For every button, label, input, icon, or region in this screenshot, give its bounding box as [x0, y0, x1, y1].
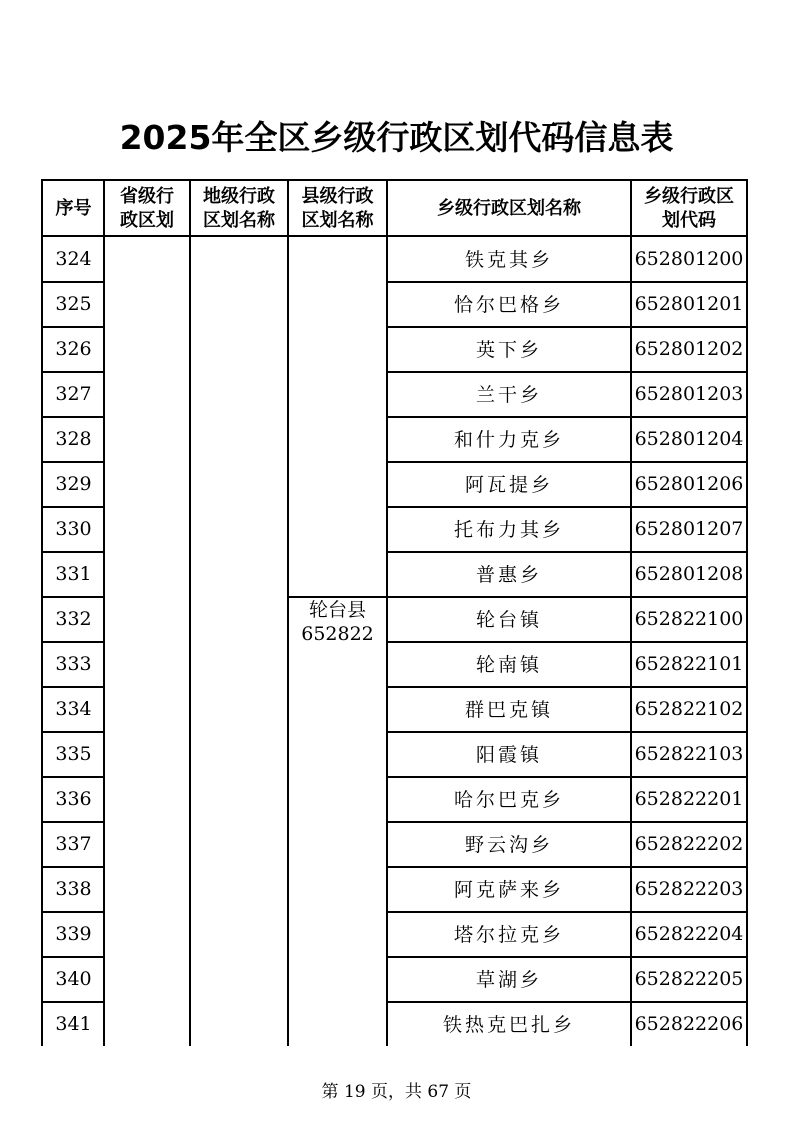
row-seq: 336 — [55, 787, 92, 810]
row-township-name: 轮南镇 — [475, 654, 542, 676]
table-left-border — [41, 179, 43, 1046]
header-code — [631, 181, 747, 236]
row-divider — [387, 731, 747, 733]
row-divider — [43, 371, 104, 373]
row-divider — [43, 326, 104, 328]
row-seq: 325 — [55, 292, 92, 315]
county-name: 轮台县 — [308, 599, 366, 621]
row-divider — [43, 1001, 104, 1003]
header-prefecture-line2: 区划名称 — [203, 209, 275, 231]
header-prefecture — [190, 181, 288, 236]
row-township-code: 652801203 — [634, 382, 744, 405]
header-county-line2: 区划名称 — [301, 209, 374, 231]
row-divider — [387, 551, 747, 553]
row-seq: 326 — [55, 337, 92, 360]
row-township-code: 652801208 — [634, 562, 744, 585]
row-divider — [387, 326, 747, 328]
row-divider — [43, 461, 104, 463]
row-seq: 329 — [55, 472, 92, 495]
row-divider — [387, 371, 747, 373]
header-county-line1: 县级行政 — [301, 185, 374, 207]
header-divider — [41, 235, 748, 237]
header-county — [288, 181, 387, 236]
row-township-name: 塔尔拉克乡 — [453, 924, 564, 946]
row-divider — [387, 1001, 747, 1003]
row-divider — [43, 281, 104, 283]
row-divider — [387, 596, 747, 598]
column-divider — [630, 179, 632, 1046]
row-divider — [387, 416, 747, 418]
row-seq: 338 — [55, 877, 92, 900]
row-seq: 340 — [55, 967, 92, 990]
row-divider — [387, 776, 747, 778]
row-township-code: 652801206 — [634, 472, 744, 495]
row-township-code: 652822100 — [634, 607, 744, 630]
row-seq: 341 — [55, 1012, 92, 1035]
row-divider — [387, 506, 747, 508]
row-divider — [43, 911, 104, 913]
row-divider — [387, 686, 747, 688]
row-township-name: 兰干乡 — [475, 384, 542, 406]
row-divider — [43, 821, 104, 823]
row-township-name: 阳霞镇 — [475, 744, 542, 766]
row-township-code: 652822203 — [634, 877, 744, 900]
column-divider — [189, 179, 191, 1046]
row-seq: 339 — [55, 922, 92, 945]
row-divider — [43, 506, 104, 508]
row-township-code: 652822205 — [634, 967, 744, 990]
header-township: 乡级行政区划名称 — [437, 197, 581, 219]
row-seq: 335 — [55, 742, 92, 765]
row-township-name: 和什力克乡 — [453, 429, 564, 451]
row-divider — [43, 551, 104, 553]
row-township-name: 野云沟乡 — [464, 834, 553, 856]
row-seq: 324 — [55, 247, 92, 270]
row-township-name: 阿克萨来乡 — [453, 879, 564, 901]
column-divider — [386, 179, 388, 1046]
row-township-name: 阿瓦提乡 — [464, 474, 553, 496]
row-divider — [387, 281, 747, 283]
row-divider — [387, 866, 747, 868]
row-divider — [43, 866, 104, 868]
row-township-code: 652822202 — [634, 832, 744, 855]
row-divider — [43, 776, 104, 778]
header-prefecture-line1: 地级行政 — [203, 185, 275, 207]
row-township-code: 652801200 — [634, 247, 744, 270]
row-seq: 333 — [55, 652, 92, 675]
row-divider — [387, 641, 747, 643]
row-township-code: 652822103 — [634, 742, 744, 765]
header-code-line1: 乡级行政区 — [644, 185, 734, 207]
row-divider — [43, 686, 104, 688]
row-divider — [387, 461, 747, 463]
row-township-name: 铁克其乡 — [464, 249, 553, 271]
row-township-code: 652801204 — [634, 427, 744, 450]
row-township-name: 轮台镇 — [475, 609, 542, 631]
row-township-name: 普惠乡 — [475, 564, 542, 586]
row-seq: 328 — [55, 427, 92, 450]
header-province-line1: 省级行 — [120, 185, 174, 207]
column-divider — [287, 179, 289, 1046]
row-seq: 327 — [55, 382, 92, 405]
row-divider — [43, 416, 104, 418]
row-divider — [387, 956, 747, 958]
row-township-code: 652801207 — [634, 517, 744, 540]
row-divider — [43, 596, 104, 598]
row-township-name: 恰尔巴格乡 — [453, 294, 564, 316]
row-township-name: 英下乡 — [475, 339, 542, 361]
header-code-line2: 划代码 — [662, 209, 716, 231]
row-seq: 330 — [55, 517, 92, 540]
row-seq: 334 — [55, 697, 92, 720]
row-township-name: 草湖乡 — [475, 969, 542, 991]
row-divider — [43, 641, 104, 643]
row-township-code: 652822101 — [634, 652, 744, 675]
row-seq: 332 — [55, 607, 92, 630]
row-seq: 331 — [55, 562, 92, 585]
row-township-code: 652822201 — [634, 787, 744, 810]
row-township-code: 652822206 — [634, 1012, 744, 1035]
header-seq: 序号 — [55, 197, 92, 219]
row-divider — [387, 911, 747, 913]
page-title: 2025年全区乡级行政区划代码信息表 — [119, 118, 674, 157]
row-seq: 337 — [55, 832, 92, 855]
row-divider — [43, 956, 104, 958]
row-township-name: 托布力其乡 — [453, 519, 564, 541]
row-township-name: 群巴克镇 — [464, 699, 553, 721]
county-code: 652822 — [301, 623, 374, 645]
row-divider — [387, 821, 747, 823]
row-township-code: 652822102 — [634, 697, 744, 720]
table-top-border — [41, 179, 748, 181]
row-township-name: 铁热克巴扎乡 — [442, 1014, 575, 1036]
header-province — [104, 181, 190, 236]
row-township-code: 652801201 — [634, 292, 744, 315]
row-township-code: 652822204 — [634, 922, 744, 945]
column-divider — [103, 179, 105, 1046]
county-divider — [288, 596, 387, 598]
row-township-code: 652801202 — [634, 337, 744, 360]
header-province-line2: 政区划 — [120, 209, 174, 231]
row-township-name: 哈尔巴克乡 — [453, 789, 564, 811]
page-footer: 第 19 页，共 67 页 — [321, 1082, 472, 1102]
table-right-border — [746, 179, 748, 1046]
county-cell — [288, 596, 387, 658]
row-divider — [43, 731, 104, 733]
